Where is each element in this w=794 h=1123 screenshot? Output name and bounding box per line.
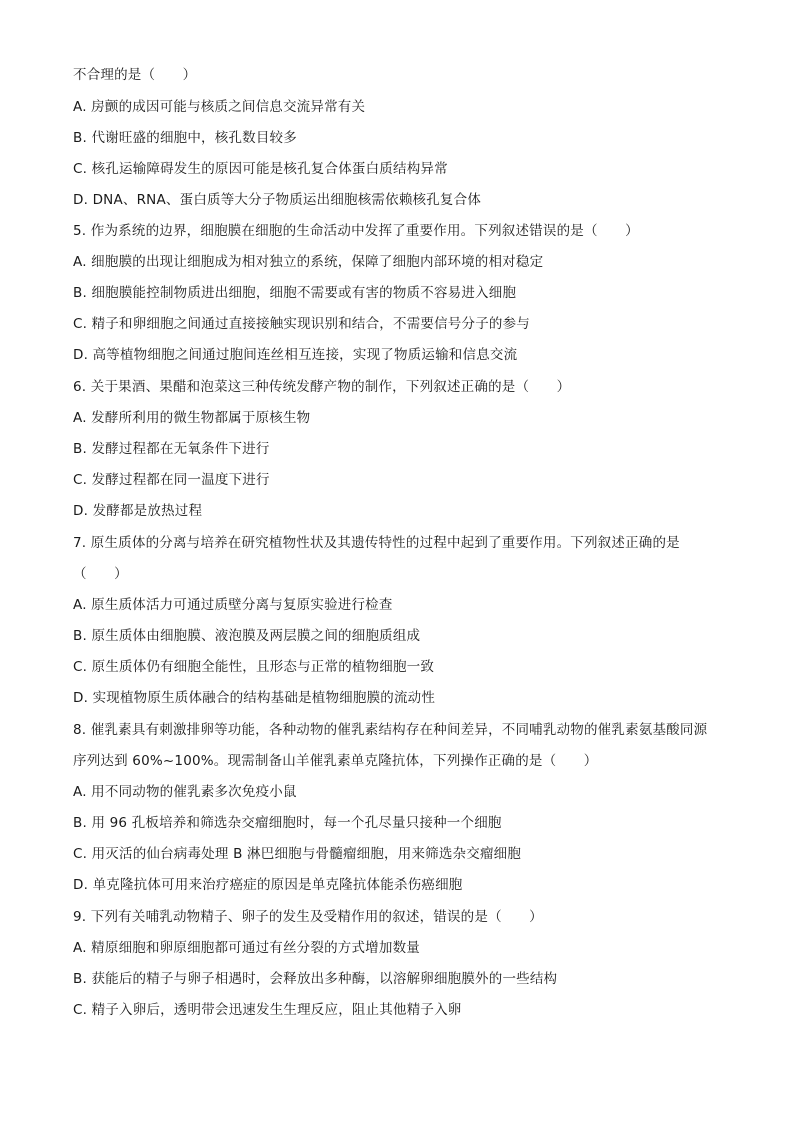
text-line: C. 核孔运输障碍发生的原因可能是核孔复合体蛋白质结构异常	[73, 161, 448, 177]
text-line: C. 精子和卵细胞之间通过直接接触实现识别和结合，不需要信号分子的参与	[73, 316, 531, 332]
text-line: A. 用不同动物的催乳素多次免疫小鼠	[73, 784, 297, 800]
text-line: B. 用 96 孔板培养和筛选杂交瘤细胞时，每一个孔尽量只接种一个细胞	[73, 815, 502, 831]
text-line: D. DNA、RNA、蛋白质等大分子物质运出细胞核需依赖核孔复合体	[73, 192, 482, 208]
text-line: D. 高等植物细胞之间通过胞间连丝相互连接，实现了物质运输和信息交流	[73, 347, 518, 363]
text-line: D. 实现植物原生质体融合的结构基础是植物细胞膜的流动性	[73, 690, 436, 706]
text-line: A. 精原细胞和卵原细胞都可通过有丝分裂的方式增加数量	[73, 940, 420, 956]
text-line: C. 原生质体仍有细胞全能性，且形态与正常的植物细胞一致	[73, 659, 435, 675]
text-line: （ ）	[73, 566, 128, 582]
text-line: B. 细胞膜能控制物质进出细胞，细胞不需要或有害的物质不容易进入细胞	[73, 285, 517, 301]
text-line: B. 获能后的精子与卵子相遇时，会释放出多种酶，以溶解卵细胞膜外的一些结构	[73, 971, 558, 987]
text-line: A. 原生质体活力可通过质壁分离与复原实验进行检查	[73, 597, 393, 613]
text-line: B. 原生质体由细胞膜、液泡膜及两层膜之间的细胞质组成	[73, 628, 421, 644]
text-line: 6. 关于果酒、果醋和泡菜这三种传统发酵产物的制作，下列叙述正确的是（ ）	[73, 379, 571, 395]
text-line: 不合理的是（ ）	[73, 67, 197, 83]
text-line: 9. 下列有关哺乳动物精子、卵子的发生及受精作用的叙述，错误的是（ ）	[73, 909, 543, 925]
text-line: C. 精子入卵后，透明带会迅速发生生理反应，阻止其他精子入卵	[73, 1002, 462, 1018]
text-line: D. 发酵都是放热过程	[73, 503, 203, 519]
text-line: 7. 原生质体的分离与培养在研究植物性状及其遗传特性的过程中起到了重要作用。下列叙述正确的是	[73, 535, 680, 551]
text-line: A. 细胞膜的出现让细胞成为相对独立的系统，保障了细胞内部环境的相对稳定	[73, 254, 544, 270]
text-line: B. 代谢旺盛的细胞中，核孔数目较多	[73, 130, 297, 146]
text-line: 8. 催乳素具有刺激排卵等功能，各种动物的催乳素结构存在种间差异，不同哺乳动物的催乳素氨基酸同源	[73, 722, 708, 738]
text-line: A. 房颤的成因可能与核质之间信息交流异常有关	[73, 99, 366, 115]
text-line: 5. 作为系统的边界，细胞膜在细胞的生命活动中发挥了重要作用。下列叙述错误的是（ ）	[73, 223, 639, 239]
text-line: D. 单克隆抗体可用来治疗癌症的原因是单克隆抗体能杀伤癌细胞	[73, 877, 463, 893]
text-line: B. 发酵过程都在无氧条件下进行	[73, 441, 270, 457]
text-line: C. 发酵过程都在同一温度下进行	[73, 472, 270, 488]
text-line: 序列达到 60%~100%。现需制备山羊催乳素单克隆抗体，下列操作正确的是（ ）	[73, 753, 598, 769]
text-line: C. 用灭活的仙台病毒处理 B 淋巴细胞与骨髓瘤细胞，用来筛选杂交瘤细胞	[73, 846, 522, 862]
text-line: A. 发酵所利用的微生物都属于原核生物	[73, 410, 311, 426]
